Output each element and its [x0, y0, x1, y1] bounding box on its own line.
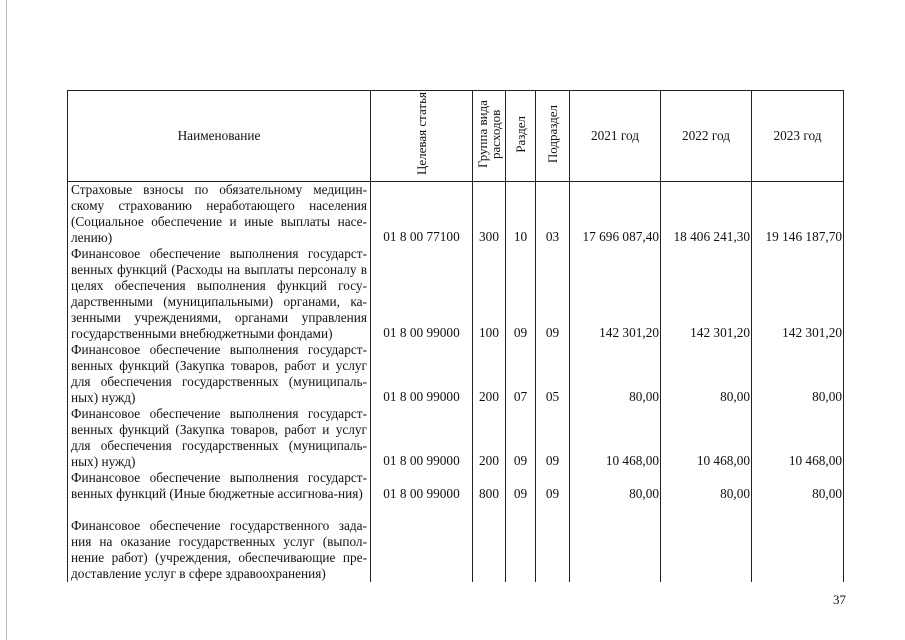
- row-section: 09: [506, 246, 536, 342]
- row-subsection: 09: [536, 246, 570, 342]
- row-2021: 17 696 087,40: [570, 182, 661, 247]
- row-group: 800: [473, 470, 506, 518]
- table-row: [68, 182, 844, 247]
- row-2023: 80,00: [752, 470, 844, 518]
- row-name: Финансовое обеспечение государственного зада-ния на оказание государственных услуг (выпол-нение работ) (учреждения, обеспечивающие пре-доставление услуг в сфере здравоохранения): [68, 518, 371, 582]
- table-row: [68, 342, 844, 406]
- header-2021: 2021 год: [570, 91, 661, 182]
- row-name: Финансовое обеспечение выполнения государст-венных функций (Закупка товаров, работ и услуг для обеспечения государственных (муниципаль-ных) нужд): [68, 342, 371, 406]
- row-section: 09: [506, 406, 536, 470]
- row-code: 01 8 00 99000: [371, 406, 473, 470]
- row-2023: 10 468,00: [752, 406, 844, 470]
- row-2023: 80,00: [752, 342, 844, 406]
- row-2022: 80,00: [661, 470, 752, 518]
- header-2023: 2023 год: [752, 91, 844, 182]
- row-section: [506, 518, 536, 582]
- row-2023: 19 146 187,70: [752, 182, 844, 247]
- row-2021: [570, 518, 661, 582]
- row-group: 100: [473, 246, 506, 342]
- row-2022: 18 406 241,30: [661, 182, 752, 247]
- row-code: 01 8 00 99000: [371, 246, 473, 342]
- row-2022: 142 301,20: [661, 246, 752, 342]
- row-group: 300: [473, 182, 506, 247]
- row-subsection: 09: [536, 406, 570, 470]
- table-row: [68, 406, 844, 470]
- row-name: Финансовое обеспечение выполнения государст-венных функций (Иные бюджетные ассигнова-ния): [68, 470, 371, 518]
- row-2022: 10 468,00: [661, 406, 752, 470]
- header-group: Группа вида расходов: [473, 91, 506, 182]
- row-2023: [752, 518, 844, 582]
- table-row: [68, 246, 844, 342]
- table-row: [68, 518, 844, 582]
- row-name: Страховые взносы по обязательному медицин-скому страхованию неработающего населения (Социальное обеспечение и иные выплаты насе-лению): [68, 182, 371, 247]
- row-name: Финансовое обеспечение выполнения государст-венных функций (Закупка товаров, работ и услуг для обеспечения государственных (муниципаль-ных) нужд): [68, 406, 371, 470]
- row-2021: 142 301,20: [570, 246, 661, 342]
- row-code: 01 8 00 99000: [371, 470, 473, 518]
- header-name: Наименование: [68, 91, 371, 182]
- row-2021: 10 468,00: [570, 406, 661, 470]
- page-left-edge: [6, 0, 7, 640]
- row-group: [473, 518, 506, 582]
- row-2022: [661, 518, 752, 582]
- row-subsection: 09: [536, 470, 570, 518]
- header-2022: 2022 год: [661, 91, 752, 182]
- row-subsection: 05: [536, 342, 570, 406]
- row-code: 01 8 00 99000: [371, 342, 473, 406]
- row-group: 200: [473, 406, 506, 470]
- budget-table: [67, 90, 844, 582]
- header-code: Целевая статья: [371, 91, 473, 182]
- row-section: 07: [506, 342, 536, 406]
- header-subsection: Подраздел: [536, 91, 570, 182]
- header-section: Раздел: [506, 91, 536, 182]
- row-2023: 142 301,20: [752, 246, 844, 342]
- row-section: 10: [506, 182, 536, 247]
- page-number: 37: [833, 592, 846, 607]
- row-2021: 80,00: [570, 470, 661, 518]
- table-header-row: [68, 91, 844, 182]
- row-subsection: [536, 518, 570, 582]
- table-row: [68, 470, 844, 518]
- row-2021: 80,00: [570, 342, 661, 406]
- row-section: 09: [506, 470, 536, 518]
- row-code: [371, 518, 473, 582]
- row-code: 01 8 00 77100: [371, 182, 473, 247]
- row-name: Финансовое обеспечение выполнения государст-венных функций (Расходы на выплаты персоналу в целях обеспечения выполнения функций госу-дарственными (муниципальными) органами, ка-зенными учреждениями, органами управления государственными внебюджетными фондами): [68, 246, 371, 342]
- row-group: 200: [473, 342, 506, 406]
- row-subsection: 03: [536, 182, 570, 247]
- row-2022: 80,00: [661, 342, 752, 406]
